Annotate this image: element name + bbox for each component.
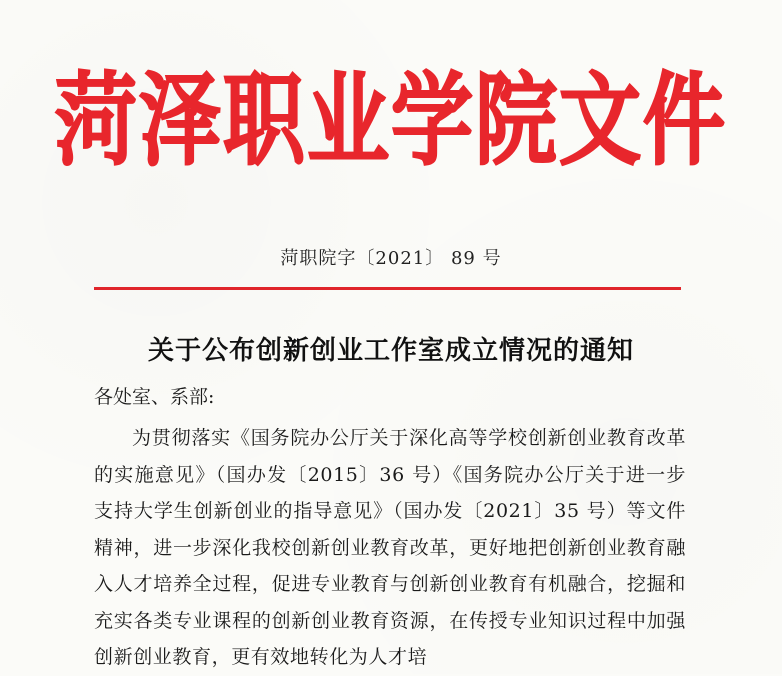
document-number: 菏职院字〔2021〕 89 号 xyxy=(280,248,502,269)
red-divider-line xyxy=(94,287,681,290)
body-paragraph: 为贯彻落实《国务院办公厅关于深化高等学校创新创业教育改革的实施意见》（国办发〔2015〕36 号）《国务院办公厅关于进一步支持大学生创新创业的指导意见》（国办发〔2021〕35 号）等文件精神，进一步深化我校创新创业教育改革，更好地把创新创业教育融入人才培养全过程，促进专业教育与创新创业教育有机融合，挖掘和充实各类专业课程的创新创业教育资源，在传授专业知识过程中加强创新创业教育，更有效地转化为人才培 xyxy=(94,427,686,668)
document-title: 关于公布创新创业工作室成立情况的通知 xyxy=(147,336,634,366)
recipient-line: 各处室、系部: xyxy=(94,386,215,408)
document-masthead: 菏泽职业学院文件 xyxy=(54,63,727,180)
